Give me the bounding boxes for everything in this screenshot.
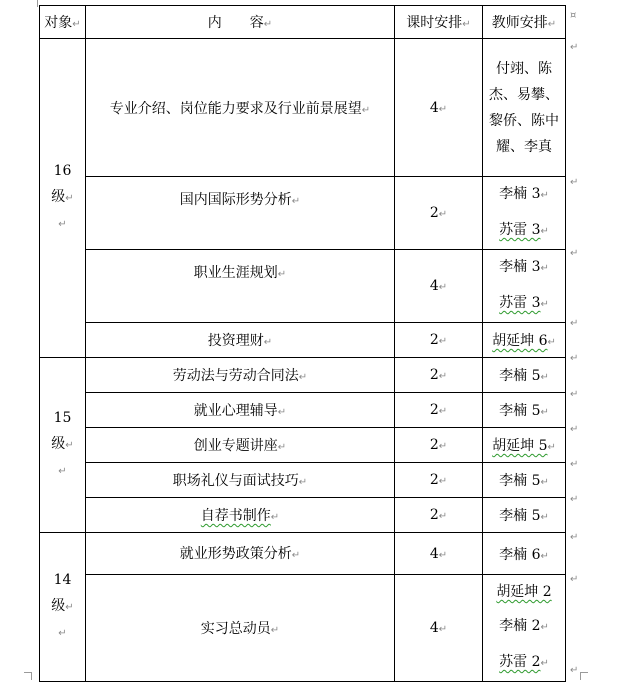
hours-cell: 4↵ — [395, 250, 483, 323]
crop-mark — [580, 672, 588, 680]
table-row — [40, 39, 566, 177]
content-cell: 实习总动员↵ — [86, 575, 395, 682]
hours-cell: 2↵ — [395, 358, 483, 393]
row-end-mark: ↵ — [570, 318, 579, 329]
teachers-cell: 李楠 5↵ — [483, 498, 566, 533]
content-cell: 职场礼仪与面试技巧↵ — [86, 463, 395, 498]
level-cell-16: 16 级↵ ↵ — [40, 39, 86, 358]
teachers-cell: 胡延坤 2 李楠 2↵ 苏雷 2↵ — [483, 575, 566, 682]
table-row — [40, 177, 566, 250]
teachers-cell: 李楠 5↵ — [483, 393, 566, 428]
teachers-cell: 付翊、陈 杰、易攀、 黎侨、陈中 耀、李真 — [483, 39, 566, 177]
row-end-mark: ↵ — [570, 424, 579, 435]
row-end-mark: ↵ — [570, 389, 579, 400]
content-cell: 专业介绍、岗位能力要求及行业前景展望↵ — [86, 39, 395, 177]
row-end-mark: ↵ — [570, 42, 579, 53]
table-row — [40, 323, 566, 358]
table-row — [40, 463, 566, 498]
row-end-mark: ↵ — [570, 248, 579, 259]
teachers-cell: 李楠 3↵ 苏雷 3↵ — [483, 250, 566, 323]
hours-cell: 2↵ — [395, 323, 483, 358]
row-end-mark: ↵ — [570, 574, 579, 585]
content-cell: 国内国际形势分析↵ — [86, 177, 395, 250]
content-cell: 就业形势政策分析↵ — [86, 533, 395, 575]
teachers-cell: 李楠 6↵ — [483, 533, 566, 575]
table-row — [40, 250, 566, 323]
teachers-cell: 李楠 3↵ 苏雷 3↵ — [483, 177, 566, 250]
hours-cell: 4↵ — [395, 575, 483, 682]
hours-cell: 2↵ — [395, 428, 483, 463]
row-end-mark: ↵ — [570, 494, 579, 505]
table-row — [40, 575, 566, 682]
table-row — [40, 533, 566, 575]
row-end-mark: ↵ — [570, 353, 579, 364]
table-row — [40, 358, 566, 393]
table-row — [40, 428, 566, 463]
crop-mark — [30, 0, 38, 7]
teachers-cell: 胡延坤 6↵ — [483, 323, 566, 358]
teachers-cell: 李楠 5↵ — [483, 463, 566, 498]
table-row — [40, 498, 566, 533]
hours-cell: 2↵ — [395, 177, 483, 250]
hours-cell: 2↵ — [395, 393, 483, 428]
schedule-table — [39, 5, 566, 682]
content-cell: 劳动法与劳动合同法↵ — [86, 358, 395, 393]
hours-cell: 2↵ — [395, 498, 483, 533]
content-cell: 职业生涯规划↵ — [86, 250, 395, 323]
row-end-mark: ↵ — [570, 459, 579, 470]
header-object: 对象↵ — [40, 6, 86, 39]
row-end-mark: ↵ — [570, 665, 579, 676]
teachers-cell: 李楠 5↵ — [483, 358, 566, 393]
content-cell: 自荐书制作↵ — [86, 498, 395, 533]
hours-cell: 4↵ — [395, 39, 483, 177]
content-cell: 投资理财↵ — [86, 323, 395, 358]
row-end-mark: ¤ — [570, 10, 577, 21]
row-end-mark: ↵ — [570, 532, 579, 543]
teachers-cell: 胡延坤 5↵ — [483, 428, 566, 463]
header-teachers: 教师安排↵ — [483, 6, 566, 39]
content-cell: 创业专题讲座↵ — [86, 428, 395, 463]
hours-cell: 2↵ — [395, 463, 483, 498]
crop-mark — [24, 672, 32, 680]
level-cell-14: 14 级↵ ↵ — [40, 533, 86, 682]
row-end-mark: ↵ — [570, 177, 579, 188]
header-hours: 课时安排↵ — [395, 6, 483, 39]
level-cell-15: 15 级↵ ↵ — [40, 358, 86, 533]
hours-cell: 4↵ — [395, 533, 483, 575]
table-row — [40, 393, 566, 428]
content-cell: 就业心理辅导↵ — [86, 393, 395, 428]
header-row — [40, 6, 566, 39]
header-content: 内 容↵ — [86, 6, 395, 39]
